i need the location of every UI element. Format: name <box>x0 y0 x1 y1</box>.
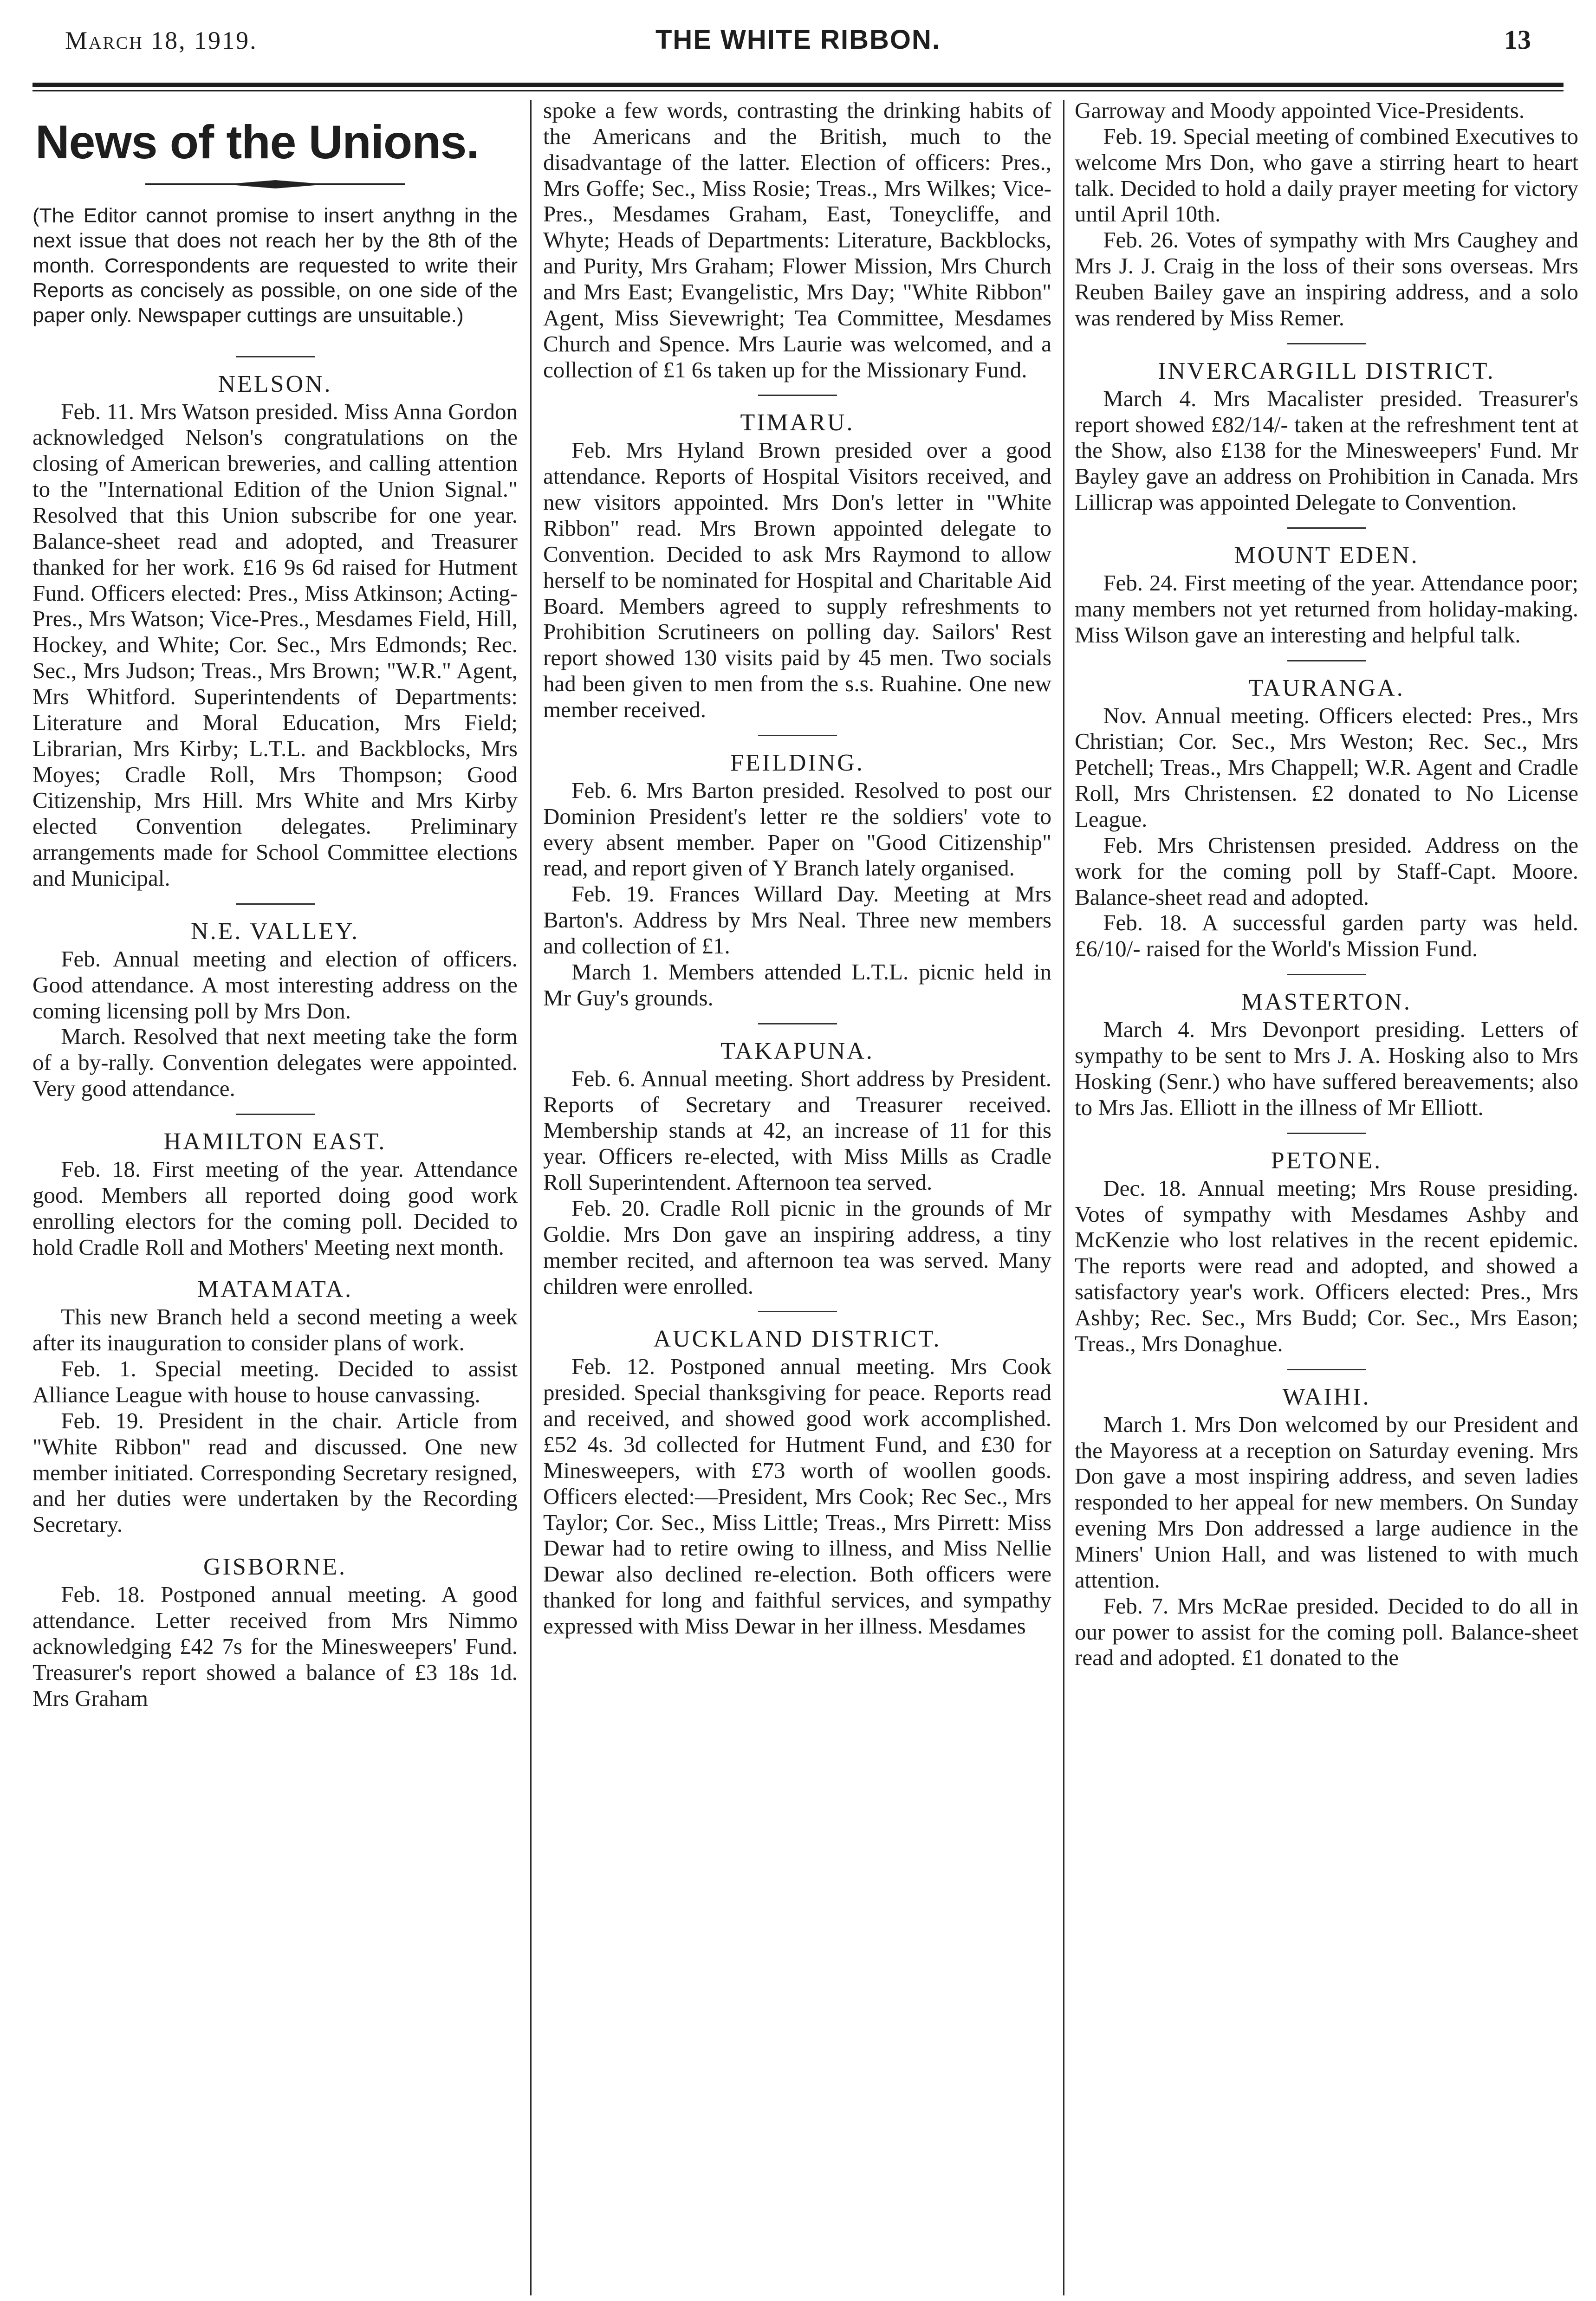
editor-notice: (The Editor cannot promise to insert anythng in the next issue that does not reach her by the 8th of the month. Correspondents are requested to write their Reports as concisely as possible, on one side of the paper only. Newspaper cuttings are unsuitable.) <box>32 204 518 327</box>
masthead-rule <box>32 83 1564 87</box>
section-divider <box>236 903 315 905</box>
union-title-mount-eden: MOUNT EDEN. <box>1234 542 1419 569</box>
report-paragraph: Nov. Annual meeting. Officers elected: Pres., Mrs Christian; Cor. Sec., Mrs Weston; Rec. Sec., Mrs Petchell; Treas., Mrs Chappell; W.R. Agent and Cradle Roll, Mrs Christensen. £2 donated to No License League. <box>1075 702 1578 832</box>
report-paragraph: Feb. 19. Frances Willard Day. Meeting at Mrs Barton's. Address by Mrs Neal. Three new members and collection of £1. <box>543 881 1051 959</box>
section-divider <box>1287 660 1366 661</box>
report-paragraph: Dec. 18. Annual meeting; Mrs Rouse presiding. Votes of sympathy with Mesdames Ashby and McKenzie who lost relatives in the recent epidemic. The reports were read and adopted, and showed a satisfactory year's work. Officers elected: Pres., Mrs Ashby; Rec. Sec., Mrs Budd; Cor. Sec., Mrs Eason; Treas., Mrs Donaghue. <box>1075 1175 1578 1356</box>
section-divider <box>1287 343 1366 344</box>
report-paragraph: This new Branch held a second meeting a week after its inauguration to consider plans of work. <box>32 1304 518 1356</box>
section-divider <box>758 395 837 396</box>
union-title-nelson: NELSON. <box>218 370 332 397</box>
union-title-ne-valley: N.E. VALLEY. <box>191 918 359 945</box>
issue-date: March 18, 1919. <box>65 26 258 54</box>
union-title-auckland: AUCKLAND DISTRICT. <box>653 1326 941 1353</box>
union-title-invercargill: INVERCARGILL DISTRICT. <box>1158 357 1495 384</box>
report-paragraph: March 4. Mrs Macalister presided. Treasurer's report showed £82/14/- taken at the refreshment tent at the Show, also £138 for the Minesweepers' Fund. Mr Bayley gave an address on Prohibition in Canada. Mrs Lillicrap was appointed Delegate to Convention. <box>1075 385 1578 515</box>
report-paragraph: Feb. 19. Special meeting of combined Executives to welcome Mrs Don, who gave a stirring heart to heart talk. Decided to hold a daily prayer meeting for victory until April 10th. <box>1075 123 1578 227</box>
report-paragraph: Feb. 7. Mrs McRae presided. Decided to do all in our power to assist for the coming poll. Balance-sheet read and adopted. £1 donated to the <box>1075 1593 1578 1671</box>
column-3 <box>1075 97 1578 2298</box>
column-divider <box>530 100 532 2295</box>
section-headline: News of the Unions. <box>35 116 479 169</box>
section-divider <box>758 735 837 736</box>
report-continuation: Garroway and Moody appointed Vice-Presidents. <box>1075 97 1525 123</box>
column-2 <box>543 97 1051 2298</box>
report-paragraph: Feb. Mrs Christensen presided. Address on the work for the coming poll by Staff-Capt. Moore. Balance-sheet read and adopted. <box>1075 832 1578 910</box>
report-paragraph: Feb. Mrs Hyland Brown presided over a good attendance. Reports of Hospital Visitors received, and new visitors appointed. Mrs Don's letter in "White Ribbon" read. Mrs Brown appointed delegate to Convention. Decided to ask Mrs Raymond to allow herself to be nominated for Hospital and Charitable Aid Board. Members agreed to supply refreshments to Prohibition Scrutineers on polling day. Sailors' Rest report showed 130 visits paid by 45 men. Two socials had been given to men from the s.s. Ruahine. One new member received. <box>543 437 1051 723</box>
report-continuation: spoke a few words, contrasting the drinking habits of the Americans and the British, much to the disadvantage of the latter. Election of officers: Pres., Mrs Goffe; Sec., Miss Rosie; Treas., Mrs Wilkes; Vice-Pres., Mesdames Graham, East, Toneycliffe, and Whyte; Heads of Departments: Literature, Backblocks, and Purity, Mrs Graham; Flower Mission, Mrs Church and Mrs East; Evangelistic, Mrs Day; "White Ribbon" Agent, Miss Sievewright; Tea Committee, Mesdames Church and Spence. Mrs Laurie was welcomed, and a collection of £1 6s taken up for the Missionary Fund. <box>543 97 1051 382</box>
report-paragraph: Feb. 11. Mrs Watson presided. Miss Anna Gordon acknowledged Nelson's congratulations on the closing of American breweries, and calling attention to the "International Edition of the Union Signal." Resolved that this Union subscribe for one year. Balance-sheet read and adopted, and Treasurer thanked for her work. £16 9s 6d raised for Hutment Fund. Officers elected: Pres., Miss Atkinson; Acting-Pres., Mrs Watson; Vice-Pres., Mesdames Field, Hill, Hockey, and White; Cor. Sec., Mrs Edmonds; Rec. Sec., Mrs Judson; Treas., Mrs Brown; "W.R." Agent, Mrs Whitford. Superintendents of Departments: Literature and Moral Education, Mrs Field; Librarian, Mrs Kirby; L.T.L. and Backblocks, Mrs Moyes; Cradle Roll, Mrs Thompson; Good Citizenship, Mrs Hill. Mrs White and Mrs Kirby elected Convention delegates. Preliminary arrangements made for School Committee elections and Municipal. <box>32 398 518 891</box>
ornament-divider <box>145 177 405 191</box>
section-divider <box>1287 974 1366 975</box>
union-title-timaru: TIMARU. <box>740 409 855 436</box>
section-divider <box>758 1023 837 1024</box>
union-title-matamata: MATAMATA. <box>197 1276 353 1303</box>
section-divider <box>236 356 315 357</box>
report-paragraph: Feb. 18. A successful garden party was held. £6/10/- raised for the World's Mission Fund. <box>1075 910 1578 962</box>
report-paragraph: March. Resolved that next meeting take the form of a by-rally. Convention delegates were appointed. Very good attendance. <box>32 1024 518 1102</box>
report-paragraph: Feb. Annual meeting and election of officers. Good attendance. A most interesting address on the coming licensing poll by Mrs Don. <box>32 946 518 1024</box>
section-divider <box>1287 527 1366 529</box>
column-divider <box>1063 100 1064 2295</box>
report-paragraph: Feb. 18. First meeting of the year. Attendance good. Members all reported doing good work enrolling electors for the coming poll. Decided to hold Cradle Roll and Mothers' Meeting next month. <box>32 1156 518 1260</box>
union-title-waihi: WAIHI. <box>1282 1383 1371 1410</box>
union-title-tauranga: TAURANGA. <box>1248 674 1405 701</box>
section-divider <box>1287 1133 1366 1134</box>
union-title-feilding: FEILDING. <box>730 749 864 776</box>
report-paragraph: Feb. 6. Annual meeting. Short address by President. Reports of Secretary and Treasurer received. Membership stands at 42, an increase of 11 for this year. Officers re-elected, with Miss Mills as Cradle Roll Superintendent. Afternoon tea served. <box>543 1065 1051 1195</box>
section-divider <box>1287 1369 1366 1370</box>
report-paragraph: March 1. Mrs Don welcomed by our President and the Mayoress at a reception on Saturday evening. Mrs Don gave a most inspiring address, and seven ladies responded to her appeal for new members. On Sunday evening Mrs Don addressed a large audience in the Miners' Union Hall, and was listened to with much attention. <box>1075 1411 1578 1593</box>
report-paragraph: Feb. 20. Cradle Roll picnic in the grounds of Mr Goldie. Mrs Don gave an inspiring address, a tiny member recited, and afternoon tea was served. Many children were enrolled. <box>543 1195 1051 1299</box>
report-paragraph: Feb. 6. Mrs Barton presided. Resolved to post our Dominion President's letter re the soldiers' vote to every absent member. Paper on "Good Citizenship" read, and report given of Y Branch lately organised. <box>543 777 1051 881</box>
report-paragraph: March 4. Mrs Devonport presiding. Letters of sympathy to be sent to Mrs J. A. Hosking also to Mrs Hosking (Senr.) who have suffered bereavements; also to Mrs Jas. Elliott in the illness of Mr Elliott. <box>1075 1017 1578 1120</box>
report-paragraph: Feb. 12. Postponed annual meeting. Mrs Cook presided. Special thanksgiving for peace. Reports read and received, and showed good work accomplished. £52 4s. 3d collected for Hutment Fund, and £30 for Minesweepers, with £73 worth of woollen goods. Officers elected:—President, Mrs Cook; Rec Sec., Mrs Taylor; Cor. Sec., Miss Little; Treas., Mrs Pirrett: Miss Dewar had to retire owing to illness, and Miss Nellie Dewar also declined re-election. Both officers were thanked for long and faithful services, and sympathy expressed with Miss Dewar in her illness. Mesdames <box>543 1354 1051 1639</box>
page-number: 13 <box>1504 25 1531 55</box>
union-title-petone: PETONE. <box>1271 1147 1382 1174</box>
union-title-masterton: MASTERTON. <box>1241 989 1412 1016</box>
column-1 <box>32 97 518 2298</box>
report-paragraph: Feb. 26. Votes of sympathy with Mrs Caughey and Mrs J. J. Craig in the loss of their sons overseas. Mrs Reuben Bailey gave an inspiring address, and a solo was rendered by Miss Remer. <box>1075 227 1578 331</box>
publication-title: THE WHITE RIBBON. <box>655 25 941 55</box>
report-paragraph: Feb. 18. Postponed annual meeting. A good attendance. Letter received from Mrs Nimmo acknowledging £42 7s for the Minesweepers' Fund. Treasurer's report showed a balance of £3 18s 1d. Mrs Graham <box>32 1582 518 1711</box>
masthead-rule-thin <box>32 90 1564 91</box>
union-title-hamilton-east: HAMILTON EAST. <box>163 1128 387 1155</box>
masthead <box>65 22 1531 55</box>
section-divider <box>236 1114 315 1115</box>
union-title-gisborne: GISBORNE. <box>203 1554 347 1581</box>
report-paragraph: Feb. 19. President in the chair. Article from "White Ribbon" read and discussed. One new member initiated. Corresponding Secretary resigned, and her duties were undertaken by the Recording Secretary. <box>32 1407 518 1537</box>
section-divider <box>758 1311 837 1312</box>
report-paragraph: Feb. 24. First meeting of the year. Attendance poor; many members not yet returned from holiday-making. Miss Wilson gave an interesting and helpful talk. <box>1075 570 1578 648</box>
report-paragraph: March 1. Members attended L.T.L. picnic held in Mr Guy's grounds. <box>543 959 1051 1011</box>
union-title-takapuna: TAKAPUNA. <box>720 1037 874 1064</box>
report-paragraph: Feb. 1. Special meeting. Decided to assist Alliance League with house to house canvassing. <box>32 1356 518 1408</box>
